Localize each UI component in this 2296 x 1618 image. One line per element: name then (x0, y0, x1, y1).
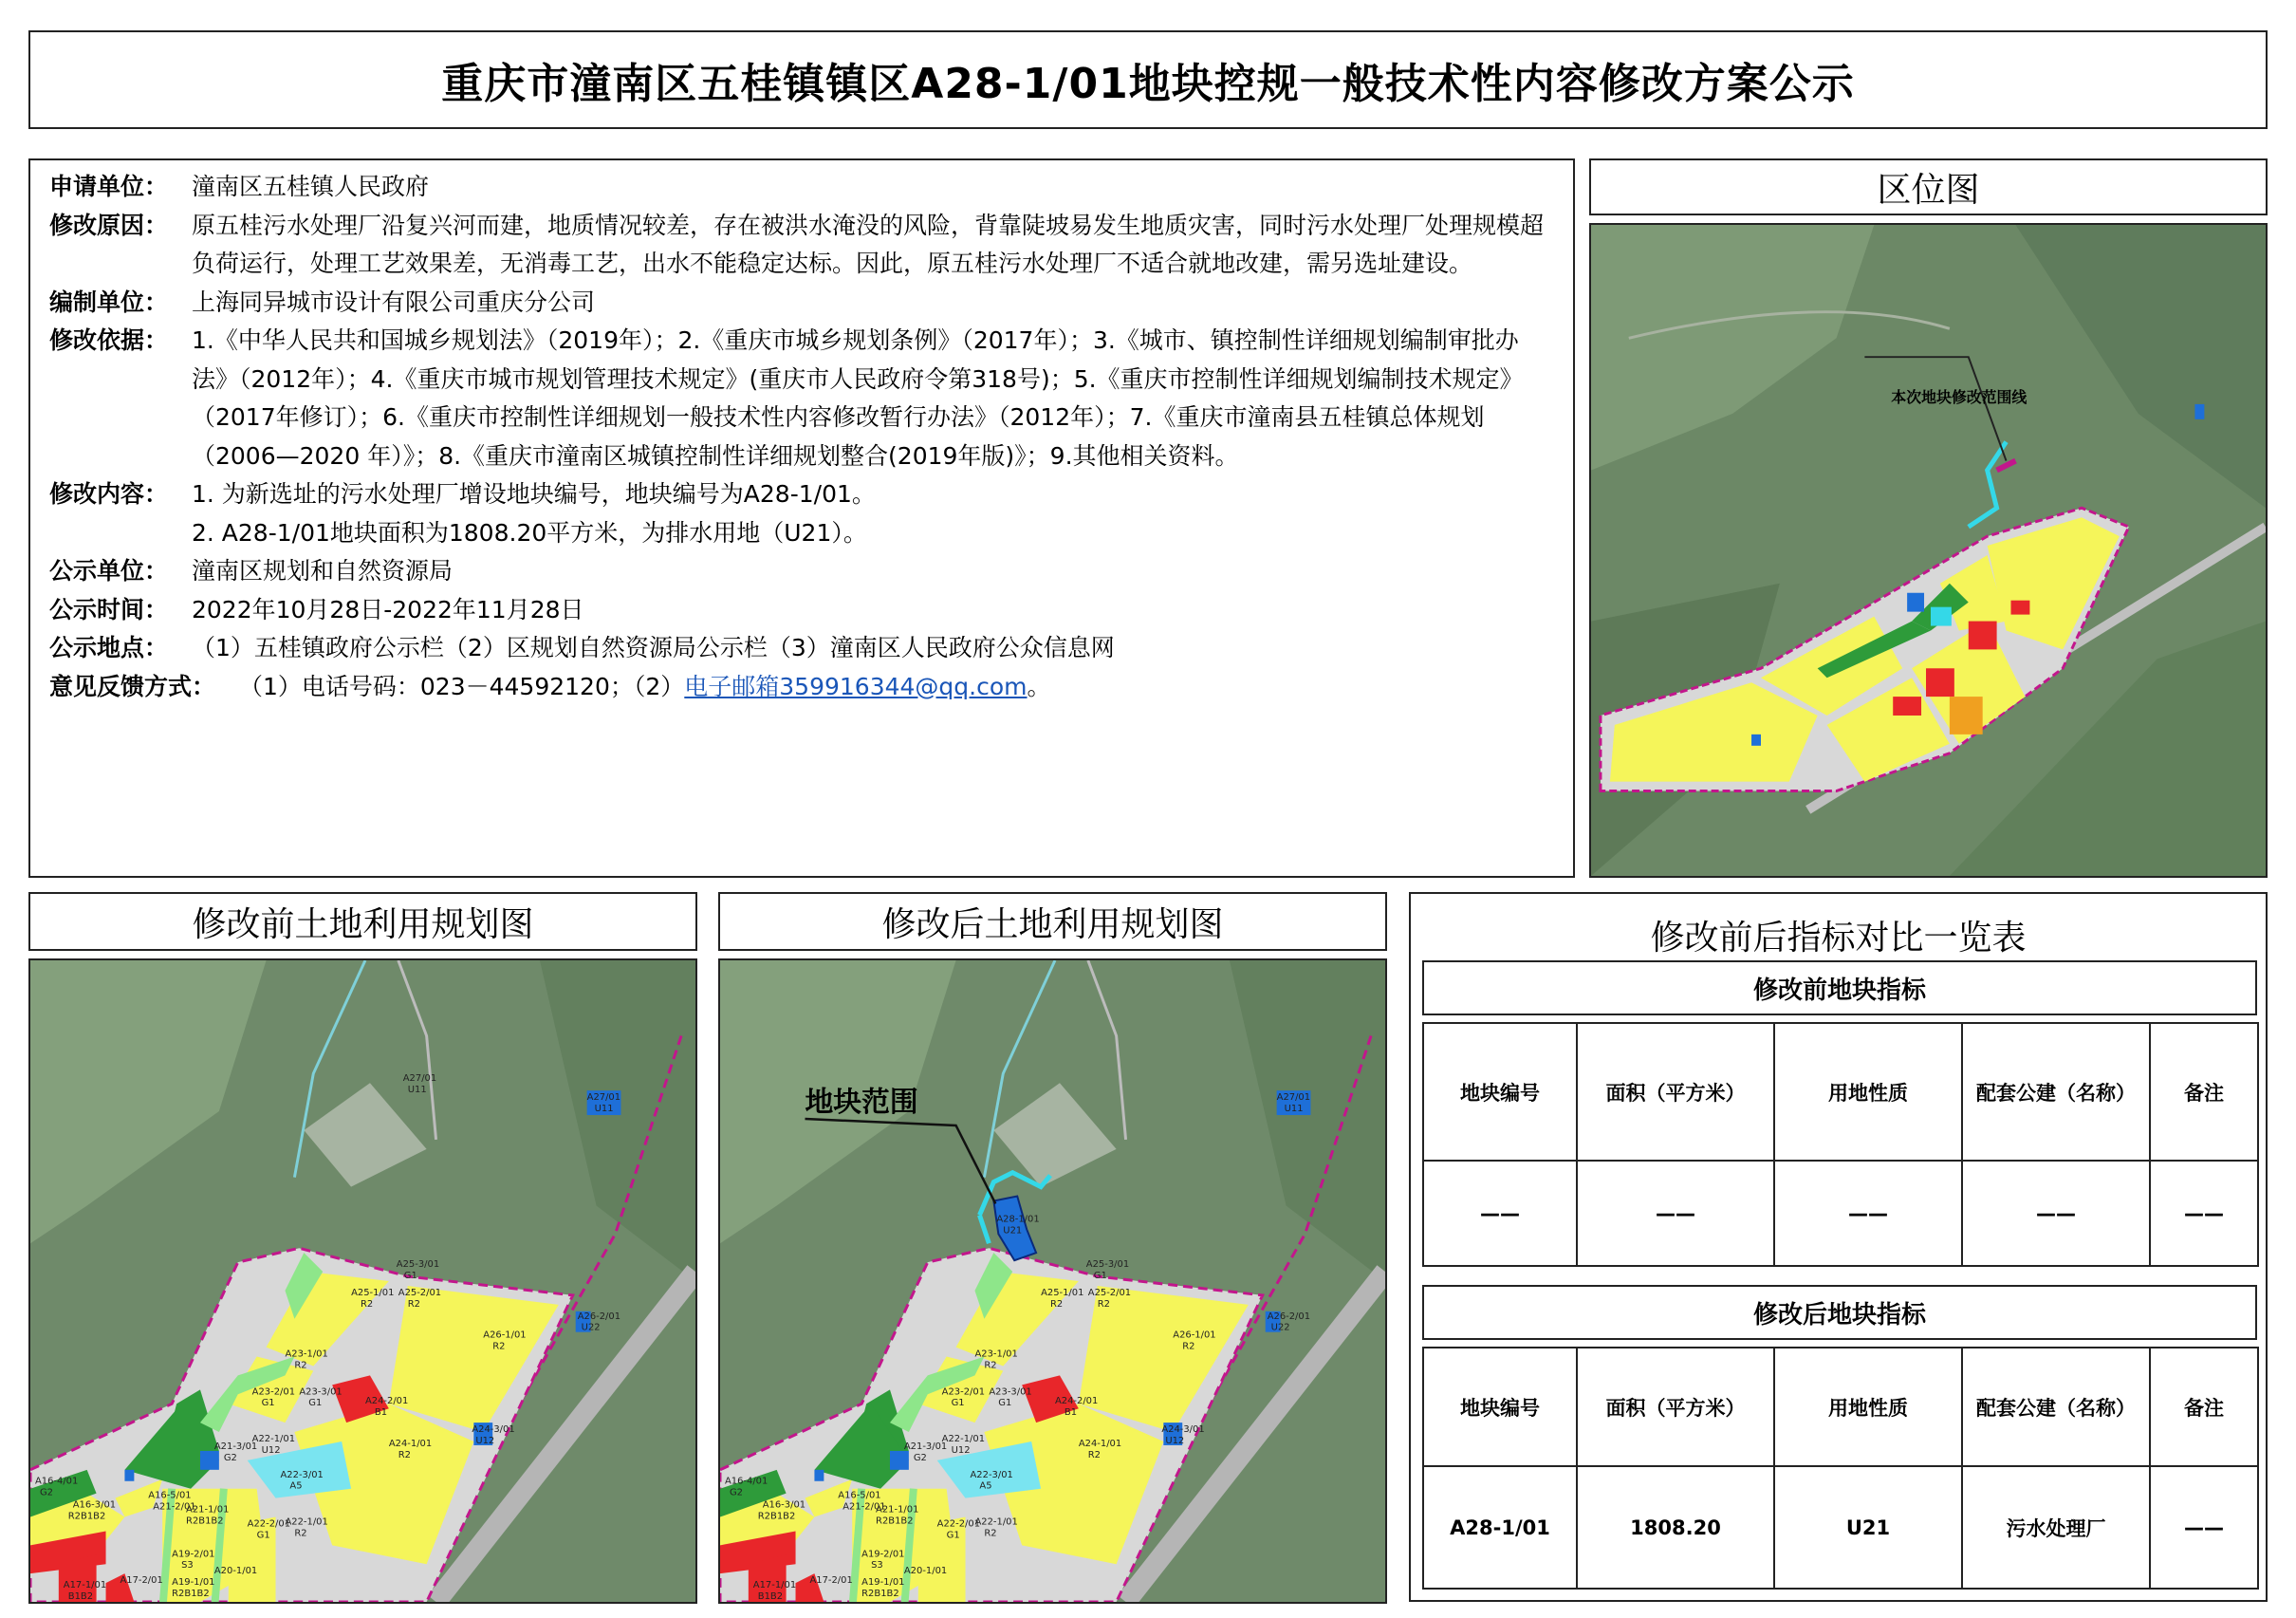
table-cell: —— (1423, 1161, 1577, 1266)
map-label: R2B1B2 (757, 1511, 796, 1522)
map-label: A26-2/01 (577, 1311, 621, 1322)
map-label: A25-1/01 (1041, 1287, 1084, 1298)
map-label: G1 (1093, 1271, 1107, 1282)
before-data-row (1423, 1161, 2258, 1266)
map-label: G1 (403, 1271, 417, 1282)
col-header: 地块编号 (1423, 1023, 1577, 1161)
map-label: B1B2 (757, 1591, 784, 1602)
publisher-label: 公示单位： (49, 557, 169, 585)
map-label: R2 (407, 1298, 420, 1310)
map-label: A25-2/01 (398, 1287, 442, 1298)
map-label: U11 (594, 1104, 614, 1115)
table-cell: —— (1774, 1161, 1962, 1266)
map-label: B1 (374, 1407, 388, 1419)
col-header: 地块编号 (1423, 1348, 1577, 1466)
time-value: 2022年10月28日-2022年11月28日 (192, 595, 584, 623)
after-data-row (1423, 1466, 2258, 1589)
map-label: U12 (475, 1435, 495, 1446)
plot-label: A28-1/01 (996, 1214, 1040, 1225)
map-label: A27/01 (1276, 1092, 1311, 1104)
before-map-title: 修改前土地利用规划图 (28, 892, 697, 951)
feedback-label: 意见反馈方式： (49, 672, 216, 700)
location-map (1589, 223, 2268, 878)
map-label: A17-2/01 (809, 1575, 853, 1587)
publisher-value: 潼南区规划和自然资源局 (192, 557, 454, 585)
feedback-row (49, 668, 1554, 707)
map-label: A24-1/01 (1078, 1438, 1122, 1449)
after-map-title: 修改后土地利用规划图 (718, 892, 1387, 951)
applicant-row (49, 168, 1554, 207)
table-cell: 1808.20 (1577, 1466, 1774, 1589)
info-panel (28, 158, 1575, 878)
feedback-phone: （1）电话号码：023－44592120；（2） (239, 672, 685, 700)
map-label: R2 (361, 1298, 374, 1310)
map-label: A21-2/01 (842, 1501, 886, 1513)
reason-value: 原五桂污水处理厂沿复兴河而建，地质情况较差，存在被洪水淹没的风险，背靠陡坡易发生地质灾害，同时污水处理厂处理规模超负荷运行，处理工艺效果差，无消毒工艺，出水不能稳定达标。因此，原五桂污水处理厂不适合就地改建，需另选址建设。 (192, 211, 1545, 277)
map-label: A22-2/01 (247, 1518, 291, 1530)
map-label: A19-2/01 (861, 1549, 905, 1560)
map-label: G1 (256, 1530, 270, 1541)
basis-value: 1.《中华人民共和国城乡规划法》（2019年）；2.《重庆市城乡规划条例》（2017年）；3.《城市、镇控制性详细规划编制审批办法》（2012年）；4.《重庆市城市规划管理技术规定》(重庆市人民政府令第318号)；5.《重庆市控制性详细规划编制技术规定》（2017年修订）；6.《重庆市控制性详细规划一般技术性内容修改暂行办法》（2012年）；7.《重庆市潼南县五桂镇总体规划（2006—2020 年）》；8.《重庆市潼南区城镇控制性详细规划整合(2019年版)》；9.其他相关资料。 (192, 326, 1524, 470)
content-label: 修改内容： (49, 480, 169, 508)
map-label: A22-3/01 (280, 1469, 324, 1480)
map-label: A22-1/01 (285, 1516, 328, 1528)
map-label: G1 (998, 1398, 1012, 1409)
map-label: G2 (223, 1452, 237, 1463)
map-label: A23-3/01 (299, 1386, 343, 1398)
map-label: A23-2/01 (941, 1386, 986, 1398)
content-value-2: 2. A28-1/01地块面积为1808.20平方米，为排水用地（U21）。 (192, 518, 867, 547)
map-label: A23-1/01 (974, 1348, 1018, 1360)
map-label: R2B1B2 (67, 1511, 106, 1522)
map-label: S3 (871, 1560, 883, 1572)
map-label: A21-1/01 (876, 1504, 919, 1516)
content-row (49, 475, 1554, 514)
map-label: A21-2/01 (153, 1501, 196, 1513)
table-cell: 污水处理厂 (1962, 1466, 2150, 1589)
applicant-label: 申请单位： (49, 173, 169, 200)
col-header: 用地性质 (1774, 1023, 1962, 1161)
table-cell: —— (1962, 1161, 2150, 1266)
reason-row (49, 207, 1554, 284)
map-label: A24-3/01 (1161, 1424, 1205, 1436)
map-label: R2 (984, 1528, 997, 1539)
map-label: G1 (261, 1398, 275, 1409)
map-label: A22-1/01 (251, 1434, 296, 1444)
place-value: （1）五桂镇政府公示栏（2）区规划自然资源局公示栏（3）潼南区人民政府公众信息网 (192, 634, 1115, 661)
table-cell: U21 (1774, 1466, 1962, 1589)
map-label: G1 (951, 1398, 965, 1409)
map-label: R2 (984, 1360, 997, 1371)
content-row-2 (49, 514, 1554, 553)
map-label: A5 (979, 1480, 992, 1492)
location-map-svg (1591, 225, 2266, 876)
col-header: 配套公建（名称） (1962, 1348, 2150, 1466)
map-label: A23-1/01 (285, 1348, 328, 1360)
comparison-title: 修改前后指标对比一览表 (1650, 919, 2027, 958)
map-label: B1B2 (67, 1591, 94, 1602)
col-header: 面积（平方米） (1577, 1348, 1774, 1466)
after-header-row (1423, 1348, 2258, 1466)
map-label: U11 (407, 1085, 427, 1096)
col-header: 用地性质 (1774, 1348, 1962, 1466)
map-label: U12 (261, 1444, 281, 1456)
applicant-value: 潼南区五桂镇人民政府 (192, 173, 430, 200)
before-map (28, 958, 697, 1604)
col-header: 面积（平方米） (1577, 1023, 1774, 1161)
map-label: G1 (308, 1398, 323, 1409)
basis-row (49, 322, 1554, 475)
map-label: G2 (729, 1487, 743, 1498)
email-link[interactable]: 电子邮箱359916344@qq.com (684, 672, 1028, 700)
time-row (49, 591, 1554, 630)
map-label: A17-1/01 (752, 1580, 797, 1591)
title-box (28, 30, 2268, 129)
map-label: A24-3/01 (472, 1424, 515, 1436)
map-label: U22 (581, 1322, 601, 1333)
map-label: R2 (1182, 1341, 1195, 1352)
map-label: A20-1/01 (903, 1566, 948, 1577)
plot-code: U21 (1003, 1225, 1023, 1237)
map-label: A19-1/01 (172, 1577, 215, 1589)
map-label: A16-5/01 (838, 1490, 881, 1501)
publisher-row (49, 552, 1554, 591)
map-label: A24-1/01 (388, 1438, 433, 1449)
map-label: A17-1/01 (63, 1580, 107, 1591)
feedback-end: 。 (1027, 672, 1051, 700)
after-map-svg (720, 960, 1385, 1602)
compiler-row (49, 284, 1554, 323)
basis-label: 修改依据： (49, 326, 169, 354)
before-map-svg (30, 960, 695, 1602)
col-header: 配套公建（名称） (1962, 1023, 2150, 1161)
map-label: A5 (289, 1480, 303, 1492)
map-label: A25-3/01 (396, 1259, 440, 1271)
map-label: A21-3/01 (213, 1441, 258, 1452)
map-label: G1 (946, 1530, 960, 1541)
map-label: A27/01 (402, 1073, 437, 1085)
content-value-1: 1. 为新选址的污水处理厂增设地块编号，地块编号为A28-1/01。 (192, 480, 876, 508)
before-table (1422, 1022, 2259, 1267)
map-label: A27/01 (586, 1092, 621, 1104)
table-cell: —— (2150, 1161, 2258, 1266)
place-label: 公示地点： (49, 634, 169, 661)
plot-callout: 地块范围 (805, 1086, 918, 1120)
map-label: A26-1/01 (1173, 1330, 1216, 1341)
table-cell: —— (1577, 1161, 1774, 1266)
map-label: R2 (1050, 1298, 1064, 1310)
map-label: A25-2/01 (1087, 1287, 1132, 1298)
location-callout: 本次地块修改范围线 (1891, 387, 2028, 406)
time-label: 公示时间： (49, 595, 169, 623)
map-label: A20-1/01 (213, 1566, 258, 1577)
map-label: G2 (913, 1452, 927, 1463)
after-header: 修改后地块指标 (1422, 1285, 2257, 1340)
map-label: A22-2/01 (936, 1518, 981, 1530)
map-label: A16-5/01 (148, 1490, 192, 1501)
after-map (718, 958, 1387, 1604)
map-label: U22 (1270, 1322, 1290, 1333)
map-label: A25-1/01 (351, 1287, 395, 1298)
map-label: A16-3/01 (762, 1499, 806, 1511)
map-label: G2 (39, 1487, 53, 1498)
map-label: A21-1/01 (186, 1504, 230, 1516)
map-label: U12 (951, 1444, 971, 1456)
col-header: 备注 (2150, 1348, 2258, 1466)
map-label: A26-1/01 (483, 1330, 527, 1341)
col-header: 备注 (2150, 1023, 2258, 1161)
map-label: R2B1B2 (186, 1516, 224, 1527)
map-label: A16-4/01 (34, 1476, 79, 1487)
map-label: U12 (1165, 1435, 1185, 1446)
compiler-value: 上海同异城市设计有限公司重庆分公司 (192, 288, 596, 316)
map-label: R2 (398, 1449, 412, 1460)
map-label: B1 (1064, 1407, 1078, 1419)
map-label: A22-1/01 (974, 1516, 1018, 1528)
map-label: R2B1B2 (172, 1589, 210, 1600)
map-label: R2 (294, 1360, 307, 1371)
map-label: R2 (1097, 1298, 1110, 1310)
map-label: R2 (492, 1341, 506, 1352)
place-row (49, 629, 1554, 668)
after-table (1422, 1347, 2259, 1590)
map-label: R2B1B2 (876, 1516, 914, 1527)
table-cell: —— (2150, 1466, 2258, 1589)
map-label: R2 (294, 1528, 307, 1539)
map-label: R2 (1087, 1449, 1102, 1460)
before-header: 修改前地块指标 (1422, 960, 2257, 1015)
map-label: S3 (181, 1560, 194, 1572)
compiler-label: 编制单位： (49, 288, 169, 316)
table-cell: A28-1/01 (1423, 1466, 1577, 1589)
map-label: A17-2/01 (120, 1575, 163, 1587)
map-label: A25-3/01 (1085, 1259, 1130, 1271)
map-label: A22-3/01 (970, 1469, 1013, 1480)
map-label: A26-2/01 (1267, 1311, 1311, 1322)
comparison-panel (1409, 892, 2268, 1602)
map-label: U11 (1284, 1104, 1304, 1115)
before-header-row (1423, 1023, 2258, 1161)
location-map-title: 区位图 (1589, 158, 2268, 215)
map-label: A16-3/01 (72, 1499, 117, 1511)
map-label: A23-2/01 (251, 1386, 296, 1398)
map-label: A24-2/01 (364, 1396, 409, 1407)
reason-label: 修改原因： (49, 211, 169, 239)
map-label: A24-2/01 (1054, 1396, 1099, 1407)
map-label: A21-3/01 (903, 1441, 948, 1452)
map-label: R2B1B2 (861, 1589, 899, 1600)
map-label: A23-3/01 (989, 1386, 1032, 1398)
map-label: A19-1/01 (861, 1577, 905, 1589)
page-title: 重庆市潼南区五桂镇镇区A28-1/01地块控规一般技术性内容修改方案公示 (441, 60, 1855, 108)
map-label: A22-1/01 (941, 1434, 986, 1444)
map-label: A19-2/01 (172, 1549, 215, 1560)
map-label: A16-4/01 (724, 1476, 768, 1487)
